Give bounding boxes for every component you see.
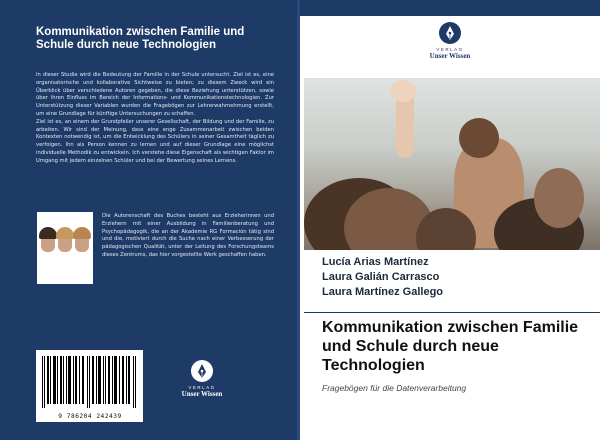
publisher-verlag: VERLAG — [436, 47, 464, 52]
author-face — [58, 230, 72, 252]
isbn-number: 9 786204 242439 — [58, 413, 122, 420]
author-name: Lucía Arias Martínez — [322, 256, 429, 268]
publisher-logo-back — [166, 360, 238, 410]
pen-nib-icon — [439, 22, 461, 44]
front-cover — [300, 0, 600, 440]
author-name: Laura Martínez Gallego — [322, 286, 444, 298]
author-face — [75, 230, 89, 252]
author-face — [41, 230, 55, 252]
back-title: Kommunikation zwischen Familie und Schule durch neue Technologien — [36, 26, 245, 51]
author-list — [322, 255, 443, 300]
author-bio: Die Autorenschaft des Buches besteht aus Erzieherinnen und Erziehern mit einer Ausbildung in Familienberatung und Psychopädagogik, die an der Akademie RG Formación tätig sind und die, motiviert durch die Suche nach einer Verbesserung der pädagogischen Qualität, unter der Leitung des Forschungsteams dieses Zentrums, das hier vorgestellte Werk geschaffen haben. — [102, 213, 274, 258]
front-top-band — [300, 0, 600, 16]
publisher-name: Unser Wissen — [181, 390, 223, 398]
title-divider — [304, 312, 600, 313]
publisher-name: Unser Wissen — [429, 52, 471, 60]
blurb-paragraph-1: In dieser Studie wird die Bedeutung der Familie in der Schule untersucht. Ziel ist es, eine organisatorische und kollaborative Sichtweise zu bieten; zu diesem Zweck wird ein Überblick über verschiedene Autoren gegeben, die diese Beziehung unterstützen, sowie über ihren Einfluss im Bereich der Informations- und Kommunikationstechnologien. Zur Unterstützung dieser Variablen wurden die Fragebögen zur Lehrerwahrnehmung erstellt, um eine Grundlage für künftige Untersuchungen zu schaffen. — [36, 72, 274, 117]
authors-photo — [37, 212, 93, 284]
isbn-barcode — [36, 350, 143, 422]
pen-nib-icon — [191, 360, 213, 382]
cover-photo-classroom — [304, 78, 600, 250]
back-cover — [0, 0, 292, 440]
barcode-bars — [42, 356, 137, 408]
publisher-logo-front — [414, 22, 486, 68]
book-subtitle: Fragebögen für die Datenverarbeitung — [322, 383, 467, 393]
blurb-paragraph-2: Ziel ist es, an einem der Grundpfeiler unserer Gesellschaft, der Bildung und der Familie, zu arbeiten. Wir sind der Meinung, dass eine enge Zusammenarbeit zwischen beiden Kontexten notwendig ist, um die Entwicklung des Schülers in seiner Gesamtheit täglich zu verfolgen. Ihn als Person kennen zu lernen und auf dieser Grundlage eine möglichst individuelle Methodik zu entwickeln. Ich verstehe diese Eigenschaft als wichtigen Faktor im Umgang mit jedem einzelnen Schüler und bei der Bewertung seines Lernens. — [36, 118, 274, 164]
publisher-verlag: VERLAG — [188, 385, 216, 390]
back-blurb — [36, 72, 274, 166]
book-title: Kommunikation zwischen Familie und Schule durch neue Technologien — [322, 319, 579, 374]
author-name: Laura Galián Carrasco — [322, 271, 440, 283]
